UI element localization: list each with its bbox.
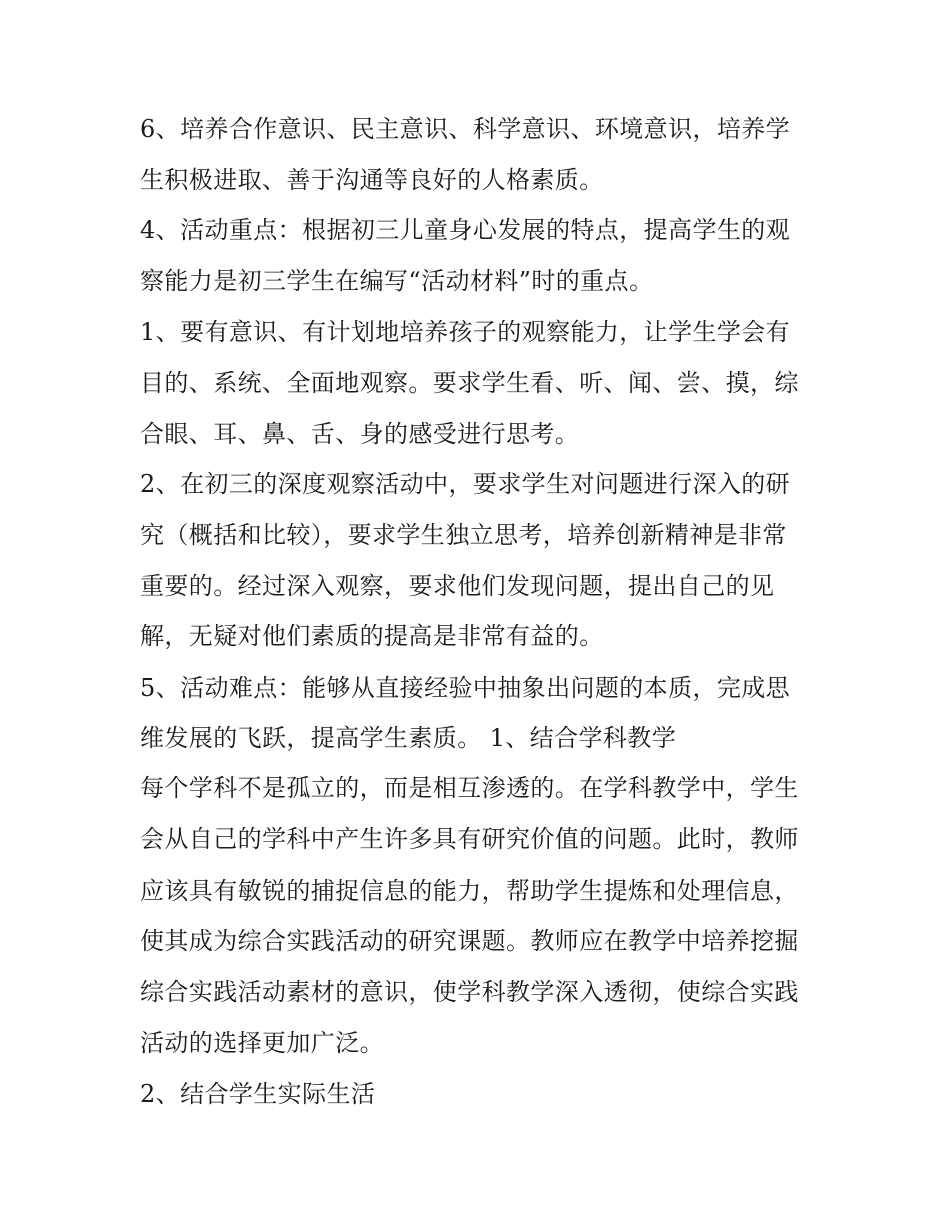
text-line: 综合实践活动素材的意识，使学科教学深入透彻，使综合实践 xyxy=(140,978,799,1006)
text-line: 察能力是初三学生在编写“活动材料”时的重点。 xyxy=(140,267,654,295)
text-line: 合眼、耳、鼻、舌、身的感受进行思考。 xyxy=(140,420,580,448)
text-line: 2、在初三的深度观察活动中，要求学生对问题进行深入的研 xyxy=(140,470,791,498)
text-line: 会从自己的学科中产生许多具有研究价值的问题。此时，教师 xyxy=(140,825,799,853)
text-line: 重要的。经过深入观察，要求他们发现问题，提出自己的见 xyxy=(140,572,775,600)
text-line: 目的、系统、全面地观察。要求学生看、听、闻、尝、摸，综 xyxy=(140,369,799,397)
text-line: 6、培养合作意识、民主意识、科学意识、环境意识，培养学 xyxy=(140,115,791,143)
text-line: 活动的选择更加广泛。 xyxy=(140,1029,384,1057)
text-line: 解，无疑对他们素质的提高是非常有益的。 xyxy=(140,622,604,650)
text-line: 生积极进取、善于沟通等良好的人格素质。 xyxy=(140,166,604,194)
text-line: 维发展的飞跃，提高学生素质。 1、结合学科教学 xyxy=(140,724,677,752)
text-line: 应该具有敏锐的捕捉信息的能力，帮助学生提炼和处理信息， xyxy=(140,877,799,905)
text-line: 2、结合学生实际生活 xyxy=(140,1080,376,1108)
text-line: 5、活动难点：能够从直接经验中抽象出问题的本质，完成思 xyxy=(140,674,791,702)
text-line: 1、要有意识、有计划地培养孩子的观察能力，让学生学会有 xyxy=(140,318,791,346)
text-line: 4、活动重点：根据初三儿童身心发展的特点，提高学生的观 xyxy=(140,216,791,244)
text-line: 究（概括和比较），要求学生独立思考，培养创新精神是非常 xyxy=(140,521,787,549)
text-line: 每个学科不是孤立的，而是相互渗透的。在学科教学中，学生 xyxy=(140,774,799,802)
text-line: 使其成为综合实践活动的研究课题。教师应在教学中培养挖掘 xyxy=(140,927,799,955)
